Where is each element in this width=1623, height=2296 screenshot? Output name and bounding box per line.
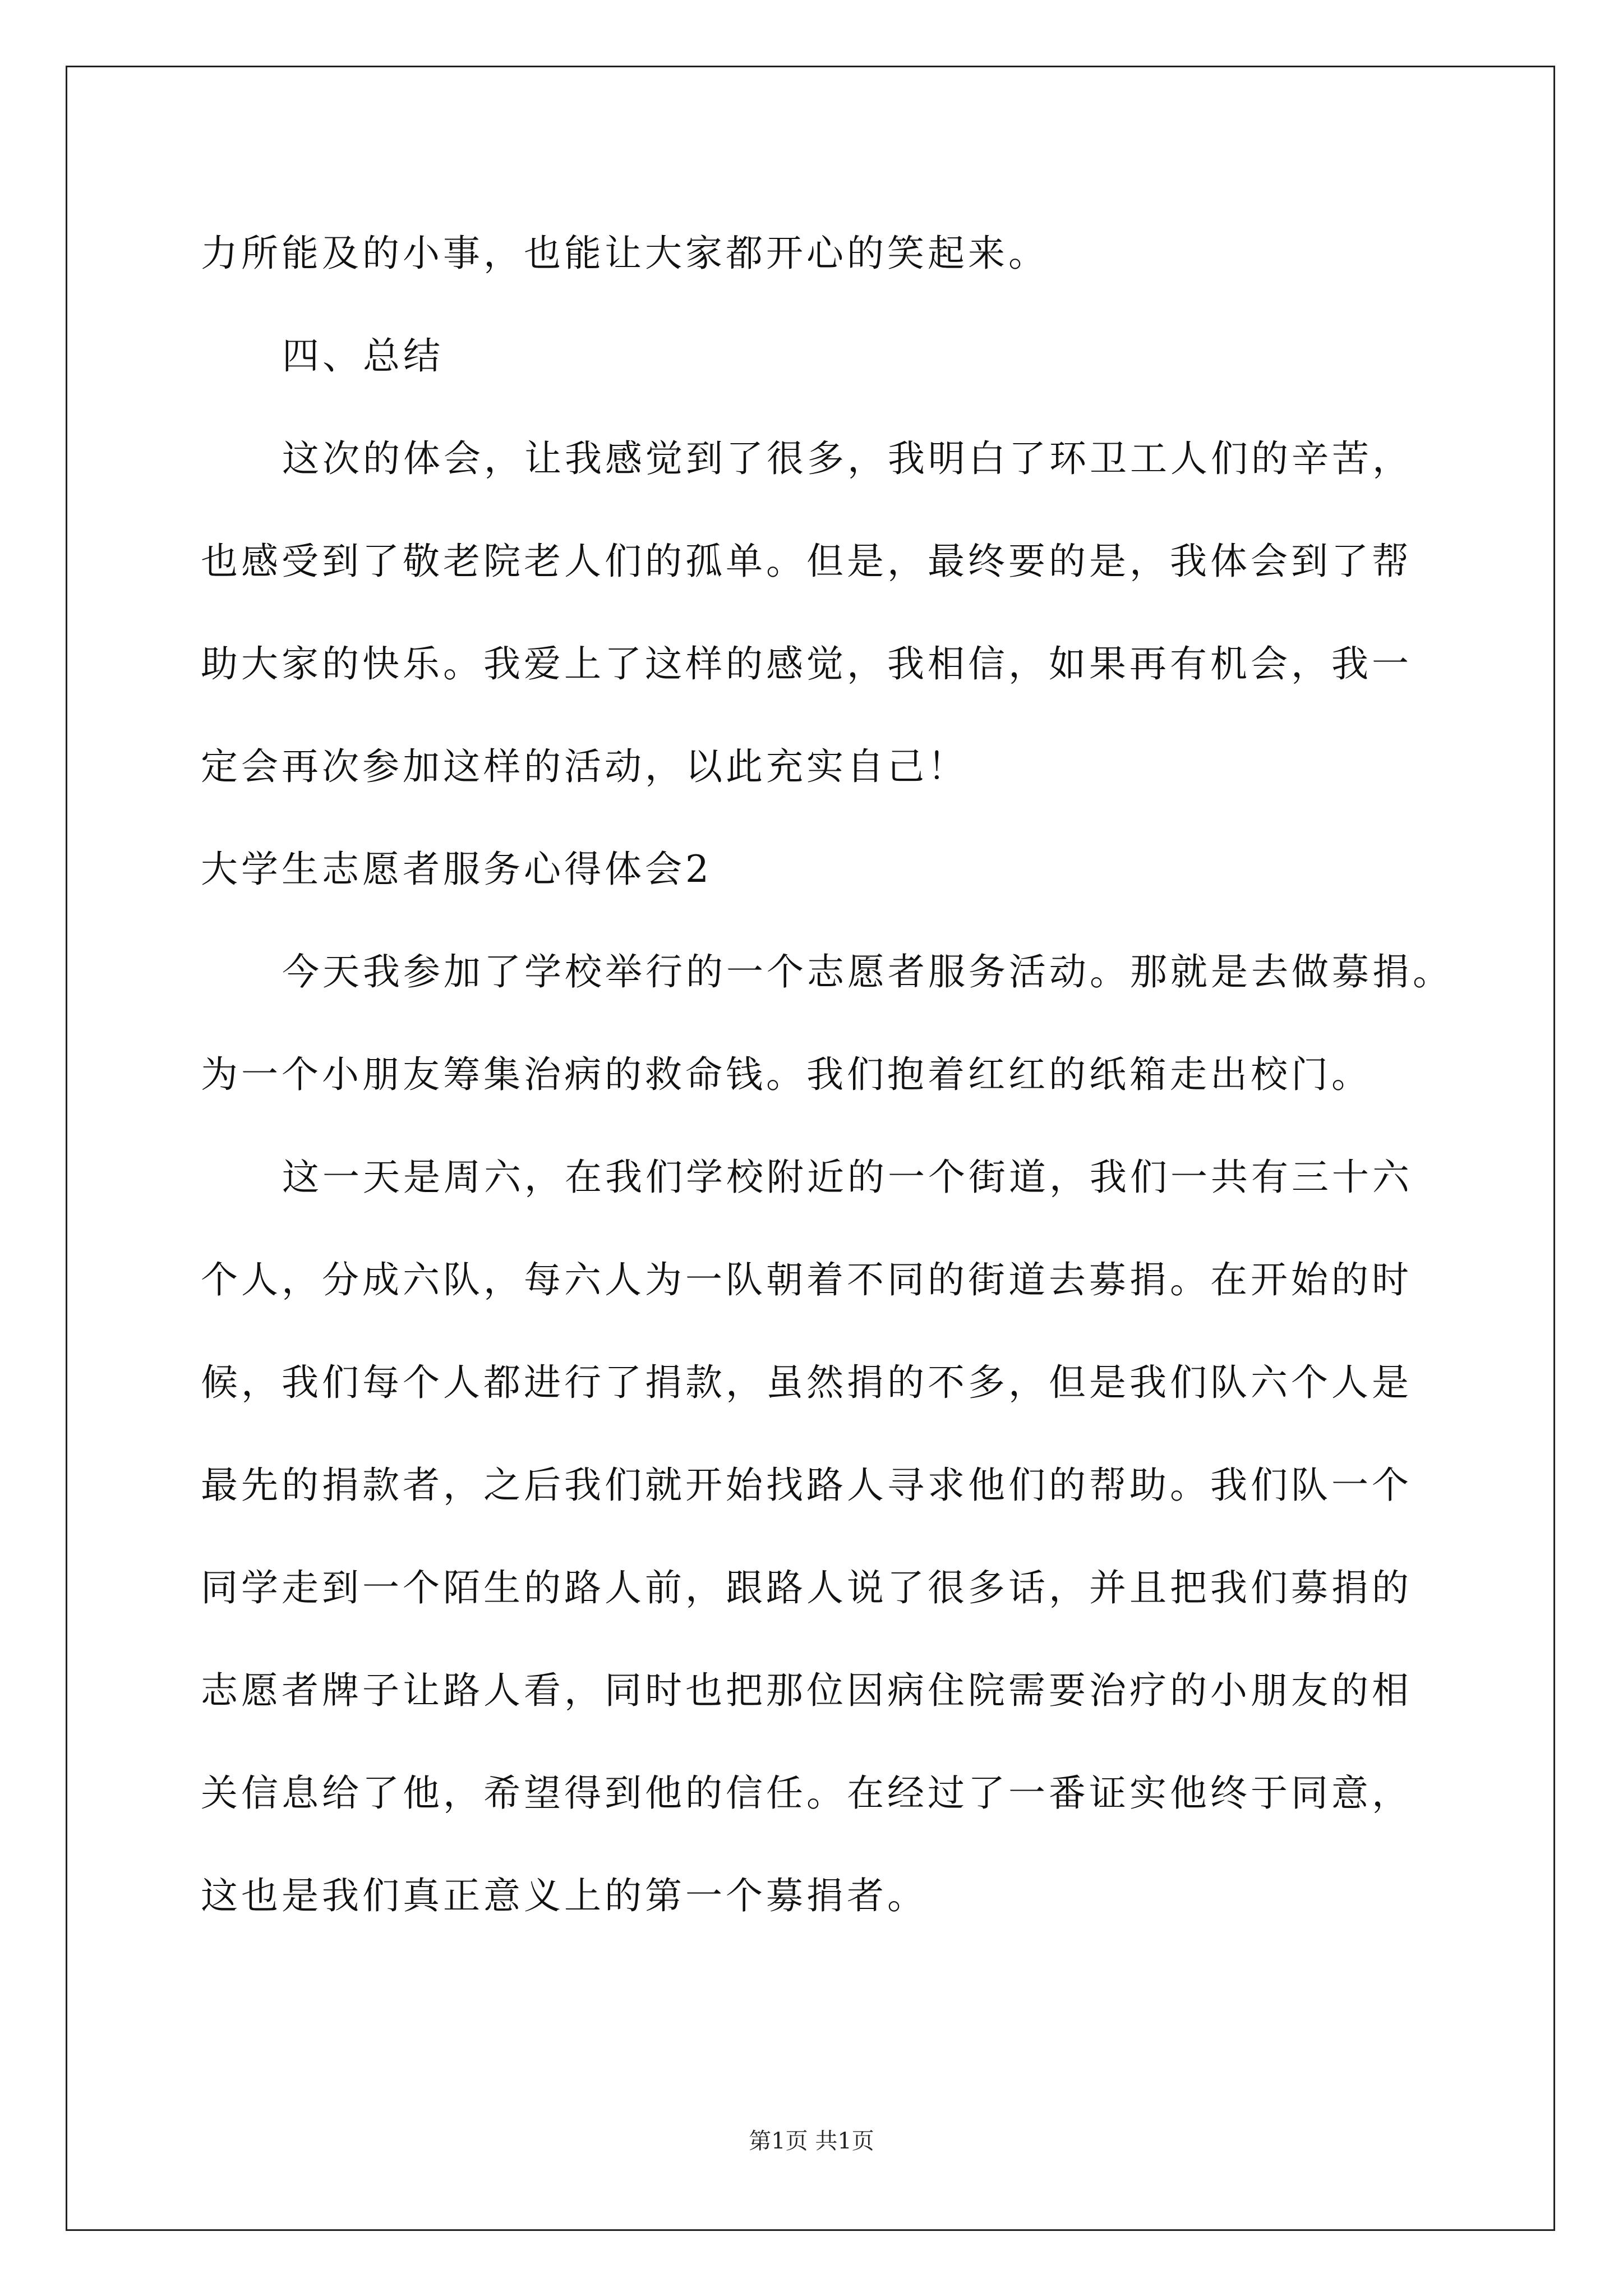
page-number-footer: 第1页 共1页 (749, 2128, 874, 2154)
body-line: 这也是我们真正意义上的第一个募捐者。 (201, 1874, 928, 1917)
body-line: 关信息给了他，希望得到他的信任。在经过了一番证实他终于同意， (201, 1772, 1412, 1815)
body-line: 这一天是周六，在我们学校附近的一个街道，我们一共有三十六 (282, 1156, 1413, 1199)
body-line: 定会再次参加这样的活动，以此充实自己！ (201, 745, 968, 788)
section-heading: 四、总结 (282, 334, 444, 378)
body-line: 志愿者牌子让路人看，同时也把那位因病住院需要治疗的小朋友的相 (201, 1669, 1412, 1712)
body-line: 助大家的快乐。我爱上了这样的感觉，我相信，如果再有机会，我一 (201, 642, 1412, 685)
body-line: 同学走到一个陌生的路人前，跟路人说了很多话，并且把我们募捐的 (201, 1566, 1412, 1609)
body-line: 为一个小朋友筹集治病的救命钱。我们抱着红红的纸箱走出校门。 (201, 1053, 1372, 1096)
body-line: 候，我们每个人都进行了捐款，虽然捐的不多，但是我们队六个人是 (201, 1361, 1412, 1404)
article-title: 大学生志愿者服务心得体会2 (201, 848, 712, 891)
body-line: 最先的捐款者，之后我们就开始找路人寻求他们的帮助。我们队一个 (201, 1464, 1412, 1507)
body-line: 力所能及的小事，也能让大家都开心的笑起来。 (201, 232, 1049, 275)
body-line: 个人，分成六队，每六人为一队朝着不同的街道去募捐。在开始的时 (201, 1258, 1412, 1301)
body-line: 这次的体会，让我感觉到了很多，我明白了环卫工人们的辛苦， (282, 437, 1413, 480)
body-line: 今天我参加了学校举行的一个志愿者服务活动。那就是去做募捐。 (282, 950, 1453, 993)
body-line: 也感受到了敬老院老人们的孤单。但是，最终要的是，我体会到了帮 (201, 540, 1412, 583)
